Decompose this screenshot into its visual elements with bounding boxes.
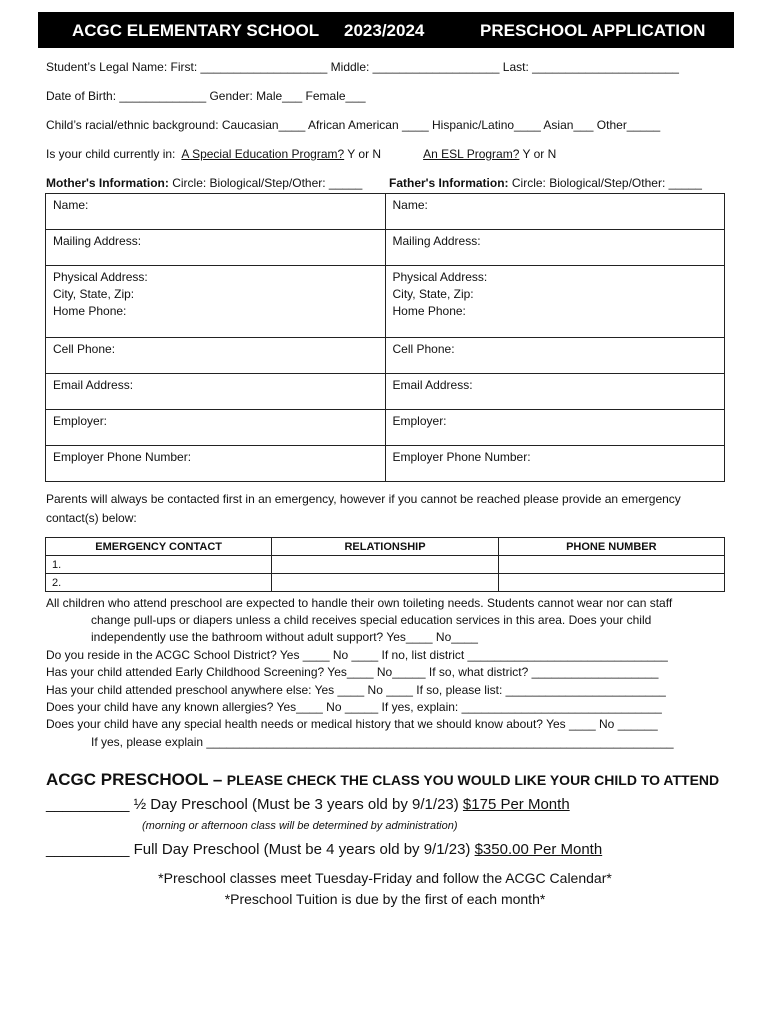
emergency-intro-1: Parents will always be contacted first in an emergency, however if you cannot be reached please provide an emergency — [46, 492, 681, 506]
ethnic-background-line[interactable]: Child’s racial/ethnic background: Caucasian____ African American ____ Hispanic/Latino____ Asian___ Other_____ — [46, 118, 661, 132]
class-section-heading — [46, 770, 719, 790]
phone-number-2[interactable] — [498, 574, 724, 592]
father-email-field[interactable]: Email Address: — [385, 374, 725, 410]
home-phone-label: Home Phone: — [53, 304, 127, 318]
footnote-tuition: *Preschool Tuition is due by the first of each month* — [224, 891, 546, 907]
phone-number-1[interactable] — [498, 556, 724, 574]
father-mailing-field[interactable]: Mailing Address: — [385, 230, 725, 266]
relationship-2[interactable] — [272, 574, 498, 592]
student-name-line[interactable]: Student’s Legal Name: First: ___________________ Middle: ___________________ Last: ______________________ — [46, 60, 679, 74]
parent-info-table — [45, 193, 725, 482]
date-of-birth-line[interactable]: Date of Birth: _____________ Gender: Male___ Female___ — [46, 89, 366, 103]
phone-number-header: PHONE NUMBER — [498, 538, 724, 556]
emergency-intro-2: contact(s) below: — [46, 511, 137, 525]
half-day-note: (morning or afternoon class will be determined by administration) — [142, 820, 458, 832]
half-day-option[interactable] — [46, 796, 570, 813]
class-heading-big: ACGC PRESCHOOL – — [46, 770, 223, 789]
parent-info-headings — [46, 176, 362, 190]
father-name-field[interactable]: Name: — [385, 194, 725, 230]
father-info-label: Father's Information: — [389, 176, 509, 190]
full-day-option[interactable] — [46, 841, 602, 858]
district-question[interactable]: Do you reside in the ACGC School District? Yes ____ No ____ If no, list district ______________________________ — [46, 648, 668, 662]
city-state-zip-label: City, State, Zip: — [53, 287, 135, 301]
toilet-question-2: change pull-ups or diapers unless a child receives special education services in this area. Does your child — [91, 613, 652, 627]
health-explain-line[interactable]: If yes, please explain ______________________________________________________________________ — [91, 735, 674, 749]
mother-info-label: Mother's Information: — [46, 176, 169, 190]
allergies-question[interactable]: Does your child have any known allergies? Yes____ No _____ If yes, explain: ______________________________ — [46, 700, 662, 714]
father-employer-field[interactable]: Employer: — [385, 410, 725, 446]
health-question[interactable]: Does your child have any special health needs or medical history that we should know about? Yes ____ No ______ — [46, 717, 658, 731]
father-physical-field[interactable] — [385, 266, 725, 338]
physical-address-label: Physical Address: — [392, 270, 488, 284]
form-title: PRESCHOOL APPLICATION — [480, 21, 706, 40]
city-state-zip-label: City, State, Zip: — [392, 287, 474, 301]
mother-circle[interactable]: Circle: Biological/Step/Other: _____ — [172, 176, 363, 190]
toilet-question-3[interactable]: independently use the bathroom without adult support? Yes____ No____ — [91, 630, 478, 644]
school-name: ACGC ELEMENTARY SCHOOL — [72, 21, 320, 40]
mother-employer-field[interactable]: Employer: — [46, 410, 386, 446]
program-prefix: Is your child currently in: — [46, 147, 176, 161]
mother-name-field[interactable]: Name: — [46, 194, 386, 230]
screening-question[interactable]: Has your child attended Early Childhood Screening? Yes____ No_____ If so, what district? ___________________ — [46, 665, 659, 679]
toilet-question-1: All children who attend preschool are expected to handle their own toileting needs. Students cannot wear nor can staff — [46, 596, 673, 610]
mother-cell-field[interactable]: Cell Phone: — [46, 338, 386, 374]
relationship-header: RELATIONSHIP — [272, 538, 498, 556]
physical-address-label: Physical Address: — [53, 270, 148, 284]
header-bar — [38, 12, 734, 48]
full-day-label: __________ Full Day Preschool (Must be 4 years old by 9/1/23) — [46, 841, 471, 858]
father-info-heading — [389, 176, 702, 190]
school-year: 2023/2024 — [344, 21, 425, 40]
full-day-price: $350.00 Per Month — [474, 841, 603, 858]
mother-physical-field[interactable] — [46, 266, 386, 338]
half-day-price: $175 Per Month — [462, 796, 570, 813]
father-employer-phone-field[interactable]: Employer Phone Number: — [385, 446, 725, 482]
mother-email-field[interactable]: Email Address: — [46, 374, 386, 410]
emergency-contact-table — [45, 537, 725, 592]
mother-employer-phone-field[interactable]: Employer Phone Number: — [46, 446, 386, 482]
emergency-contact-header: EMERGENCY CONTACT — [46, 538, 272, 556]
sped-answer[interactable]: Y or N — [347, 147, 382, 161]
mother-mailing-field[interactable]: Mailing Address: — [46, 230, 386, 266]
father-cell-field[interactable]: Cell Phone: — [385, 338, 725, 374]
relationship-1[interactable] — [272, 556, 498, 574]
esl-program-label: An ESL Program? — [423, 147, 520, 161]
footnote-schedule: *Preschool classes meet Tuesday-Friday and follow the ACGC Calendar* — [158, 870, 612, 886]
half-day-label: __________ ½ Day Preschool (Must be 3 years old by 9/1/23) — [46, 796, 459, 813]
home-phone-label: Home Phone: — [392, 304, 466, 318]
emergency-contact-2[interactable]: 2. — [46, 574, 272, 592]
sped-program-label: A Special Education Program? — [181, 147, 345, 161]
program-line — [46, 147, 556, 161]
esl-answer[interactable]: Y or N — [522, 147, 557, 161]
class-heading-small: PLEASE CHECK THE CLASS YOU WOULD LIKE YOUR CHILD TO ATTEND — [226, 772, 720, 788]
emergency-contact-1[interactable]: 1. — [46, 556, 272, 574]
preschool-question[interactable]: Has your child attended preschool anywhere else: Yes ____ No ____ If so, please list: ________________________ — [46, 683, 666, 697]
father-circle[interactable]: Circle: Biological/Step/Other: _____ — [511, 176, 702, 190]
